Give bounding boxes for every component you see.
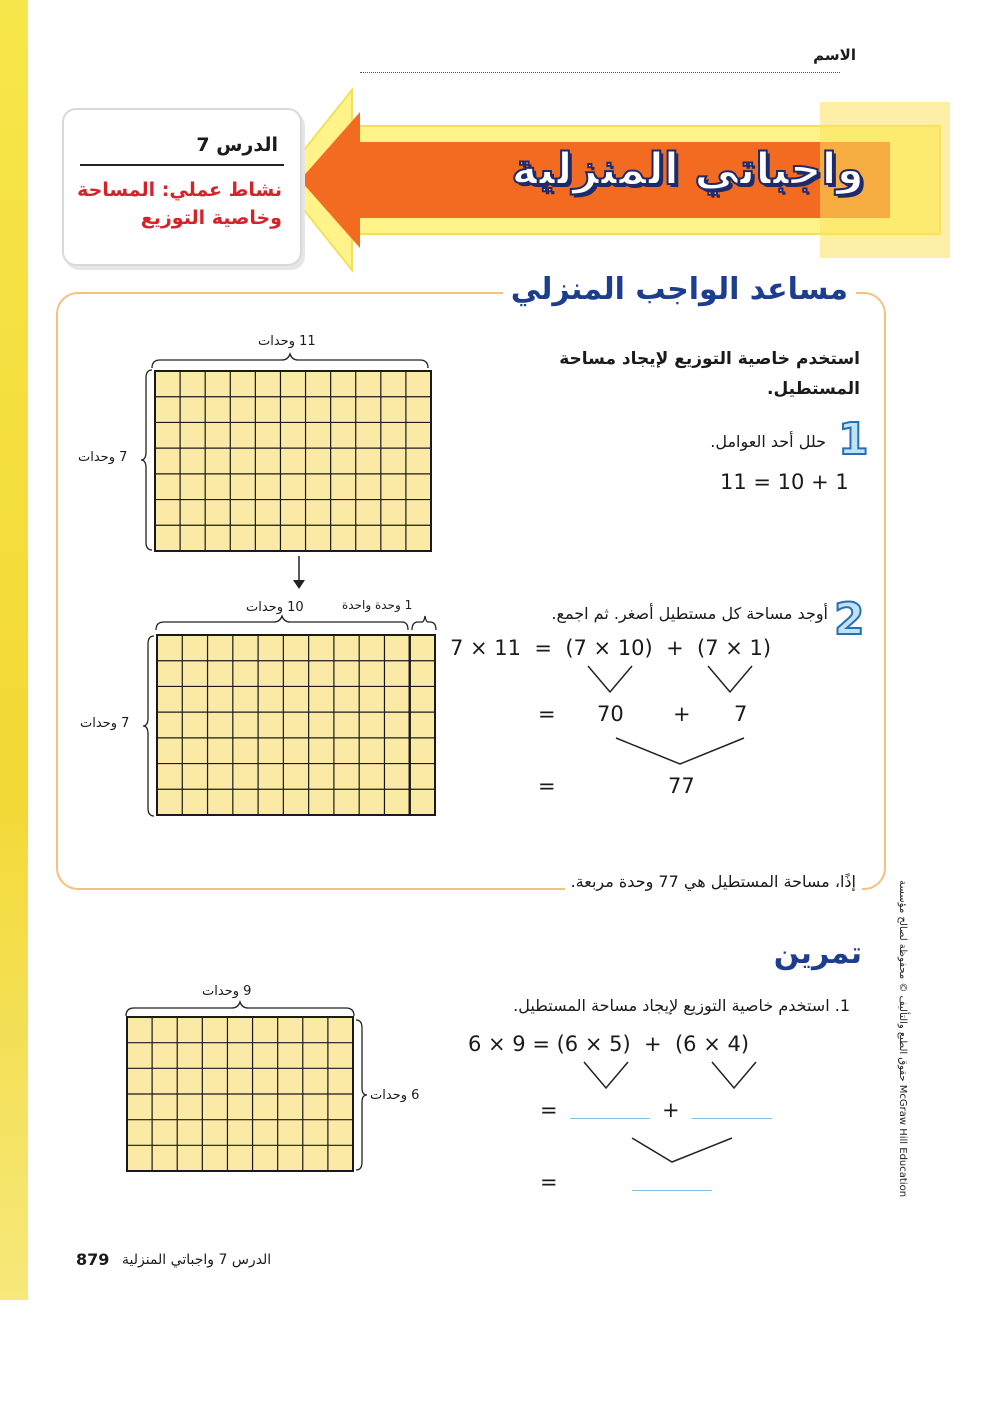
step-2-line2-b: 7: [734, 702, 748, 726]
exercise-1-answer-blank-total[interactable]: [632, 1190, 712, 1191]
exercise-1-line3-eq: =: [540, 1170, 558, 1194]
practice-grid: [126, 1016, 354, 1172]
step-1-instruction: حلل أحد العوامل.: [710, 432, 826, 451]
grid2: [156, 634, 436, 816]
helper-intro: استخدم خاصية التوزيع لإيجاد مساحة المستطيل.: [559, 349, 860, 399]
exercise-1-text: 1. استخدم خاصية التوزيع لإيجاد مساحة المستطيل.: [513, 996, 850, 1015]
practice-grid-top-label: 9 وحدات: [202, 984, 252, 999]
practice-grid-side-brace: [354, 1018, 368, 1172]
lesson-topic-line2: وخاصية التوزيع: [140, 207, 282, 229]
lesson-number: الدرس 7: [196, 134, 278, 156]
page-number: 879: [76, 1250, 110, 1269]
grid2-side-label: 7 وحدات: [80, 716, 130, 731]
down-arrow-icon: [292, 556, 306, 590]
lesson-card: [62, 108, 302, 266]
practice-grid-side-label: 6 وحدات: [370, 1088, 420, 1103]
grid2-top-brace: [154, 614, 438, 632]
grid1-side-brace: [140, 368, 154, 552]
exercise-1-line2-plus: +: [662, 1098, 680, 1122]
name-label: الاسم: [813, 46, 856, 64]
step-2-line1: 7 × 11 = (7 × 10) + (7 × 1): [450, 636, 772, 660]
grid2-top-label-a: 10 وحدات: [246, 600, 304, 615]
publisher-credit: حقوق الطبع والتأليف © محفوظة لصالح مؤسسة McGraw Hill Education: [897, 880, 908, 1198]
step-2-line2-plus: +: [673, 702, 691, 726]
practice-title: تمرين: [773, 936, 862, 971]
footer-text: الدرس 7 واجباتي المنزلية: [122, 1252, 272, 1268]
step-2-line3-eq: =: [538, 774, 556, 798]
step-2-line2-eq: =: [538, 702, 556, 726]
grid-background: [157, 635, 435, 815]
exercise-1-line2-eq: =: [540, 1098, 558, 1122]
exercise-1-line1: 6 × 9 = (6 × 5) + (6 × 4): [468, 1032, 750, 1056]
grid1-top-brace: [150, 352, 430, 370]
grid-background: [155, 371, 431, 551]
step-2-number: 2: [834, 594, 865, 645]
step-2-result: 77: [668, 774, 695, 798]
step-2-instruction: أوجد مساحة كل مستطيل أصغر. ثم اجمع.: [551, 604, 828, 623]
helper-conclusion: إذًا، مساحة المستطيل هي 77 وحدة مربعة.: [565, 872, 862, 891]
helper-title: مساعد الواجب المنزلي: [503, 272, 856, 307]
step-1-equation: 11 = 10 + 1: [720, 470, 849, 494]
grid1: [154, 370, 432, 552]
lesson-card-divider: [80, 164, 284, 166]
exercise-1-answer-blank-b[interactable]: [692, 1118, 772, 1119]
step-1-number: 1: [838, 414, 869, 465]
lesson-topic: [72, 176, 282, 232]
banner-title: واجباتي المنزلية: [511, 144, 864, 195]
exercise-1-answer-blank-a[interactable]: [570, 1118, 650, 1119]
name-write-line: [360, 72, 840, 73]
step-2-line2-a: 70: [597, 702, 624, 726]
grid2-top-label-b: 1 وحدة واحدة: [342, 598, 413, 612]
lesson-topic-line1: نشاط عملي: المساحة: [77, 179, 282, 201]
grid1-side-label: 7 وحدات: [78, 450, 128, 465]
yellow-margin-strip: [0, 0, 28, 1300]
grid1-top-label: 11 وحدات: [258, 334, 316, 349]
grid2-side-brace: [142, 634, 156, 818]
